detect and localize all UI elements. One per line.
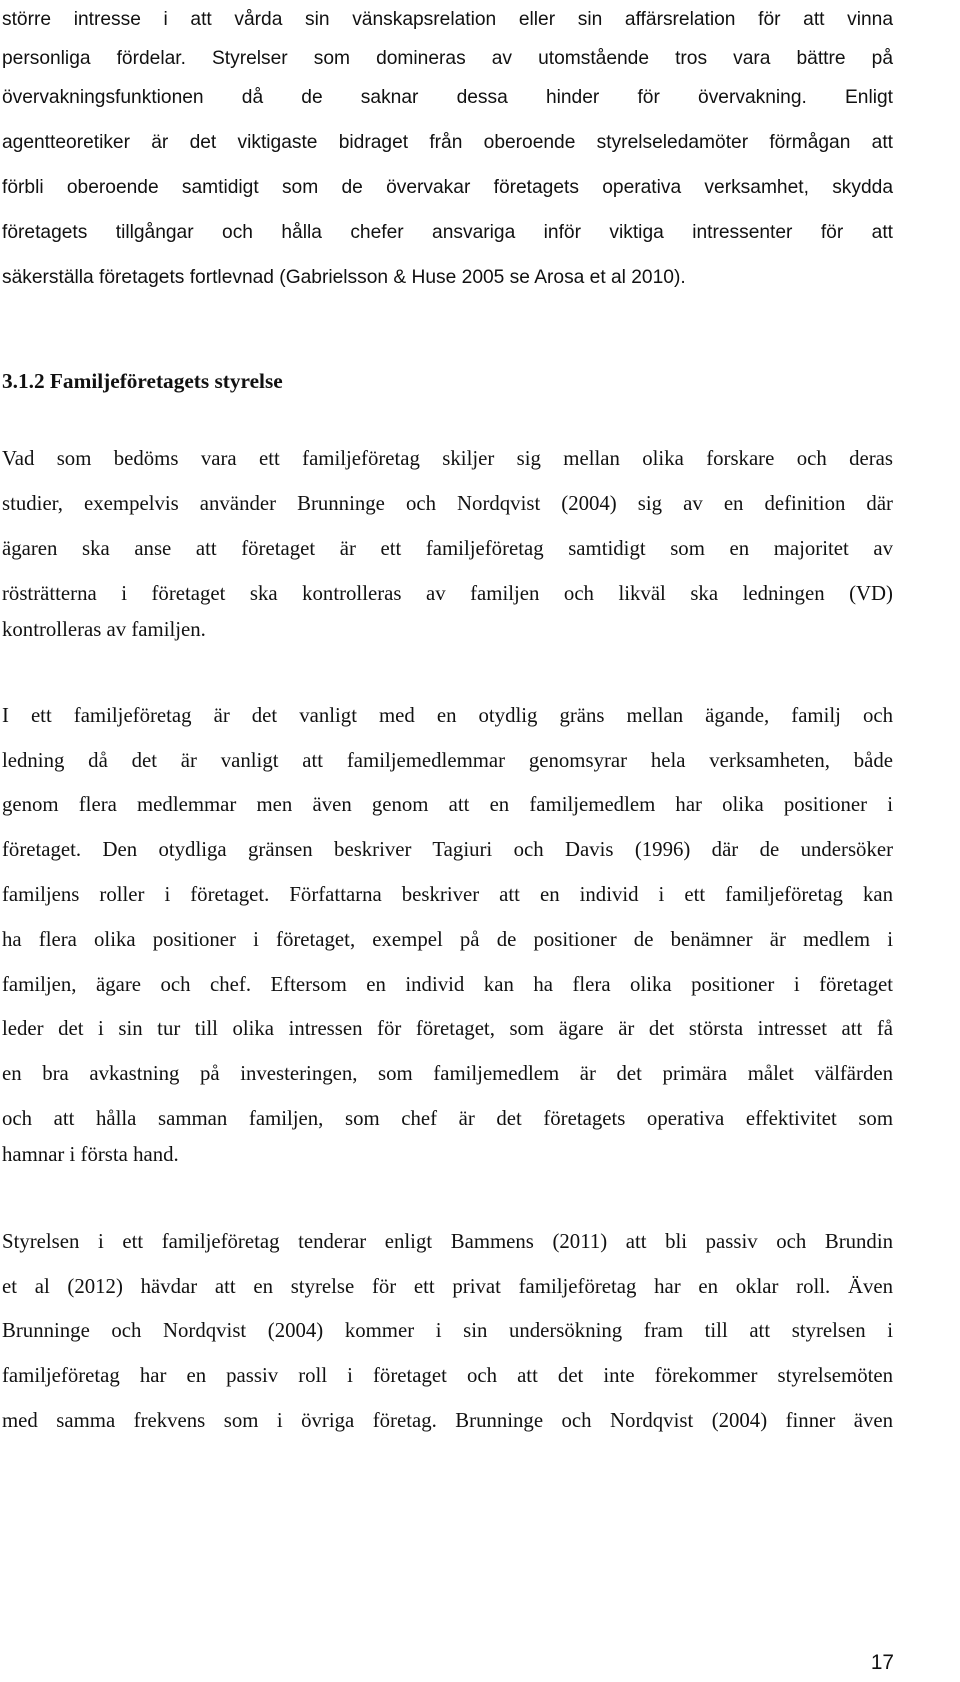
text-line: studier, exempelvis använder Brunninge och Nordqvist (2004) sig av en definition där bbox=[2, 492, 893, 515]
text-line: familjen, ägare och chef. Eftersom en individ kan ha flera olika positioner i företaget bbox=[2, 973, 893, 996]
page-number: 17 bbox=[870, 1651, 894, 1674]
text-line: övervakningsfunktionen då de saknar dessa hinder för övervakning. Enligt bbox=[2, 87, 893, 108]
text-line: et al (2012) hävdar att en styrelse för ett privat familjeföretag har en oklar roll. Även bbox=[2, 1275, 893, 1298]
text-line: säkerställa företagets fortlevnad (Gabrielsson & Huse 2005 se Arosa et al 2010). bbox=[2, 267, 686, 288]
text-line: företagets tillgångar och hålla chefer ansvariga inför viktiga intressenter för att bbox=[2, 222, 893, 243]
text-line: ägaren ska anse att företaget är ett familjeföretag samtidigt som en majoritet av bbox=[2, 537, 893, 560]
text-line: förbli oberoende samtidigt som de övervakar företagets operativa verksamhet, skydda bbox=[2, 177, 893, 198]
text-line: rösträtterna i företaget ska kontrolleras av familjen och likväl ska ledningen (VD) bbox=[2, 582, 893, 605]
text-line: Vad som bedöms vara ett familjeföretag skiljer sig mellan olika forskare och deras bbox=[2, 447, 893, 470]
text-line: genom flera medlemmar men även genom att en familjemedlem har olika positioner i bbox=[2, 793, 893, 816]
text-line: och att hålla samman familjen, som chef är det företagets operativa effektivitet som bbox=[2, 1107, 893, 1130]
section-heading: 3.1.2 Familjeföretagets styrelse bbox=[2, 369, 283, 393]
text-line: större intresse i att vårda sin vänskapsrelation eller sin affärsrelation för att vinna bbox=[2, 9, 893, 30]
text-line: Brunninge och Nordqvist (2004) kommer i sin undersökning fram till att styrelsen i bbox=[2, 1319, 893, 1342]
text-line: företaget. Den otydliga gränsen beskriver Tagiuri och Davis (1996) där de undersöker bbox=[2, 838, 893, 861]
text-line: ha flera olika positioner i företaget, exempel på de positioner de benämner är medlem i bbox=[2, 928, 893, 951]
text-line: leder det i sin tur till olika intressen för företaget, som ägare är det största intresset att få bbox=[2, 1017, 893, 1040]
text-line: familjeföretag har en passiv roll i företaget och att det inte förekommer styrelsemöten bbox=[2, 1364, 893, 1387]
text-line: agentteoretiker är det viktigaste bidraget från oberoende styrelseledamöter förmågan att bbox=[2, 132, 893, 153]
text-line: I ett familjeföretag är det vanligt med en otydlig gräns mellan ägande, familj och bbox=[2, 704, 893, 727]
text-line: personliga fördelar. Styrelser som domineras av utomstående tros vara bättre på bbox=[2, 48, 893, 69]
text-line: Styrelsen i ett familjeföretag tenderar enligt Bammens (2011) att bli passiv och Brundin bbox=[2, 1230, 893, 1253]
text-line: ledning då det är vanligt att familjemedlemmar genomsyrar hela verksamheten, både bbox=[2, 749, 893, 772]
text-line: en bra avkastning på investeringen, som familjemedlem är det primära målet välfärden bbox=[2, 1062, 893, 1085]
text-line: kontrolleras av familjen. bbox=[2, 618, 206, 641]
text-line: hamnar i första hand. bbox=[2, 1143, 179, 1166]
text-line: med samma frekvens som i övriga företag. Brunninge och Nordqvist (2004) finner även bbox=[2, 1409, 893, 1432]
text-line: familjens roller i företaget. Författarna beskriver att en individ i ett familjeföretag kan bbox=[2, 883, 893, 906]
